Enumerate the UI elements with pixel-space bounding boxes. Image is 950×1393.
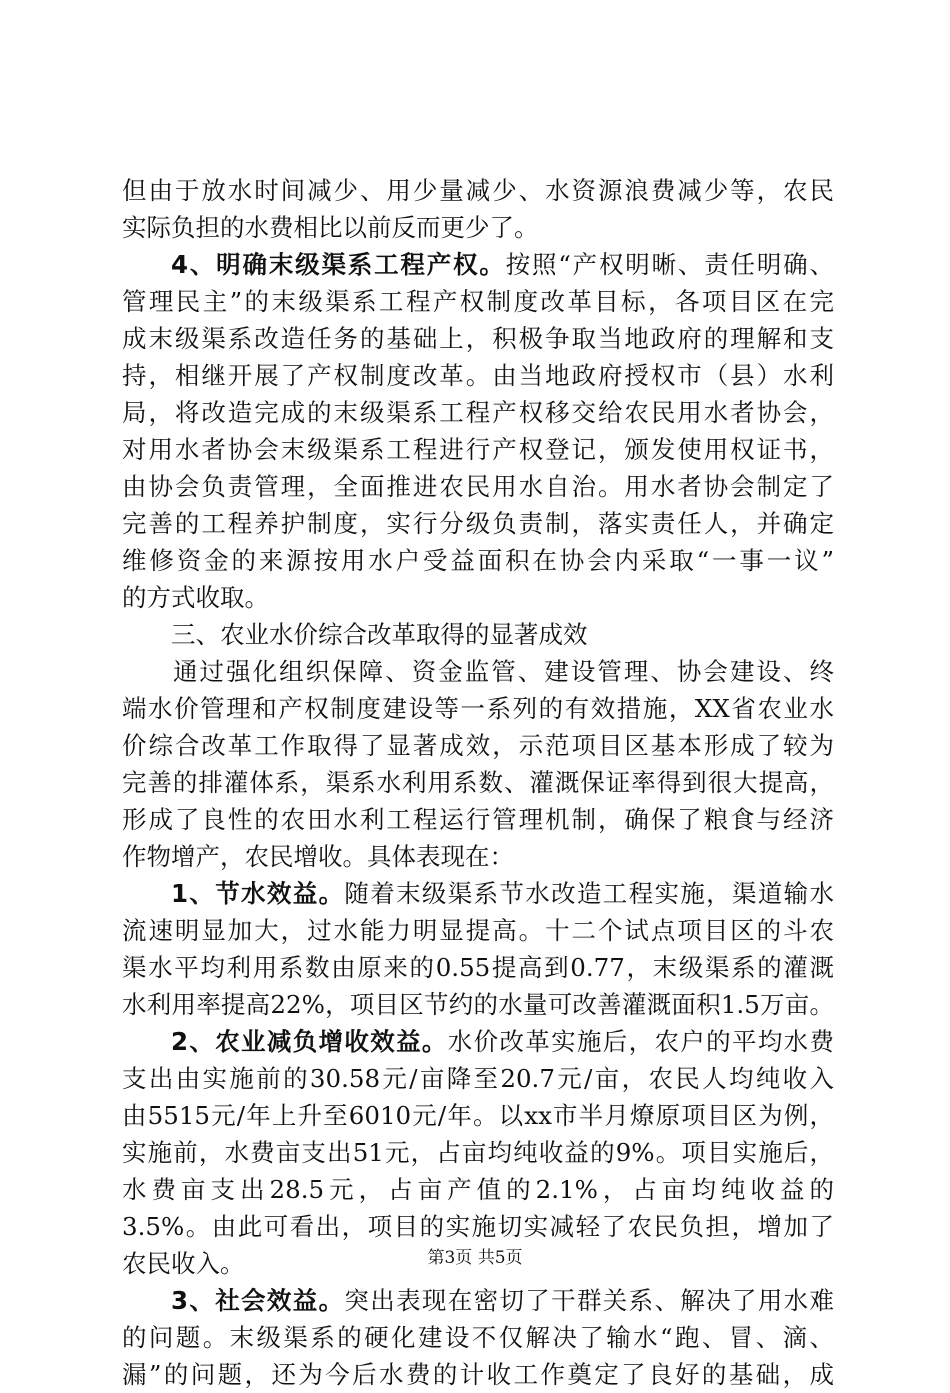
text-segment: 价综合改革工作取得了显著成效，示范项目区基本形成了较为 [122, 731, 834, 760]
text-segment: 由协会负责管理，全面推进农民用水自治。用水者协会制定了 [122, 472, 834, 501]
bold-heading-segment: 2、农业减负增收效益。 [171, 1027, 448, 1056]
text-segment: 维修资金的来源按用水户受益面积在协会内采取“一事一议” [122, 546, 834, 575]
text-segment: 农民收入。 [122, 1249, 245, 1278]
text-line [122, 283, 834, 320]
text-segment: 实施前，水费亩支出51元，占亩均纯收益的9%。项目实施后， [122, 1138, 834, 1167]
text-segment: 渠水平均利用系数由原来的0.55提高到0.77，末级渠系的灌溉 [122, 953, 834, 982]
text-line [122, 1171, 834, 1208]
text-line [122, 875, 834, 912]
text-line [122, 727, 834, 764]
text-line [122, 172, 834, 209]
text-segment: 实际负担的水费相比以前反而更少了。 [122, 213, 539, 242]
text-line [122, 838, 834, 875]
text-line [122, 986, 834, 1023]
text-segment: 成末级渠系改造任务的基础上，积极争取当地政府的理解和支 [122, 324, 834, 353]
text-line [122, 801, 834, 838]
text-line [122, 1319, 834, 1356]
text-line [122, 468, 834, 505]
text-line [122, 690, 834, 727]
text-line [122, 1208, 834, 1245]
text-segment: 由5515元/年上升至6010元/年。以xx市半月燎原项目区为例， [122, 1101, 834, 1130]
text-segment: 端水价管理和产权制度建设等一系列的有效措施，XX省农业水 [122, 694, 834, 723]
text-segment: 完善的排灌体系，渠系水利用系数、灌溉保证率得到很大提高， [122, 768, 834, 797]
bold-heading-segment: 3、社会效益。 [171, 1286, 345, 1315]
text-line [122, 357, 834, 394]
text-line [122, 912, 834, 949]
document-body [122, 172, 834, 1393]
text-segment: 管理民主”的末级渠系工程产权制度改革目标，各项目区在完 [122, 287, 834, 316]
text-segment: 的问题。末级渠系的硬化建设不仅解决了输水“跑、冒、滴、 [122, 1323, 834, 1352]
text-segment: 水利用率提高22%，项目区节约的水量可改善灌溉面积1.5万亩。 [122, 990, 834, 1019]
text-segment: 形成了良性的农田水利工程运行管理机制，确保了粮食与经济 [122, 805, 834, 834]
text-line [122, 653, 834, 690]
text-line [122, 1282, 834, 1319]
text-segment: 水价改革实施后，农户的平均水费 [447, 1027, 834, 1056]
text-segment: 随着末级渠系节水改造工程实施，渠道输水 [344, 879, 835, 908]
text-segment: 流速明显加大，过水能力明显提高。十二个试点项目区的斗农 [122, 916, 834, 945]
text-line [122, 320, 834, 357]
text-segment: 的方式收取。 [122, 583, 269, 612]
text-line [122, 579, 834, 616]
text-segment: 突出表现在密切了干群关系、解决了用水难 [344, 1286, 835, 1315]
text-line [122, 616, 834, 653]
text-line [122, 1356, 834, 1393]
text-segment: 3.5%。由此可看出，项目的实施切实减轻了农民负担，增加了 [122, 1212, 834, 1241]
text-line [122, 542, 834, 579]
page-footer: 第3页 共5页 [427, 1248, 523, 1268]
text-line [122, 1134, 834, 1171]
text-segment: 三、农业水价综合改革取得的显著成效 [171, 620, 588, 649]
text-segment: 支出由实施前的30.58元/亩降至20.7元/亩，农民人均纯收入 [122, 1064, 834, 1093]
text-segment: 完善的工程养护制度，实行分级负责制，落实责任人，并确定 [122, 509, 834, 538]
bold-heading-segment: 1、节水效益。 [171, 879, 345, 908]
text-line [122, 1097, 834, 1134]
bold-heading-segment: 4、明确末级渠系工程产权。 [171, 250, 506, 279]
text-line [122, 1060, 834, 1097]
text-line [122, 394, 834, 431]
text-line [122, 949, 834, 986]
text-line [122, 1023, 834, 1060]
text-segment: 按照“产权明晰、责任明确、 [505, 250, 834, 279]
text-line [122, 246, 834, 283]
text-segment: 但由于放水时间减少、用少量减少、水资源浪费减少等，农民 [122, 176, 834, 205]
text-segment: 对用水者协会末级渠系工程进行产权登记，颁发使用权证书， [122, 435, 834, 464]
text-segment: 水费亩支出28.5元，占亩产值的2.1%，占亩均纯收益的 [122, 1175, 834, 1204]
text-segment: 持，相继开展了产权制度改革。由当地政府授权市（县）水利 [122, 361, 834, 390]
text-segment: 漏”的问题，还为今后水费的计收工作奠定了良好的基础，成 [122, 1360, 834, 1389]
text-line [122, 764, 834, 801]
text-segment: 通过强化组织保障、资金监管、建设管理、协会建设、终 [171, 657, 834, 686]
text-line [122, 431, 834, 468]
text-segment: 作物增产，农民增收。具体表现在： [122, 842, 514, 871]
text-line [122, 505, 834, 542]
text-segment: 局，将改造完成的末级渠系工程产权移交给农民用水者协会， [122, 398, 834, 427]
text-line [122, 209, 834, 246]
